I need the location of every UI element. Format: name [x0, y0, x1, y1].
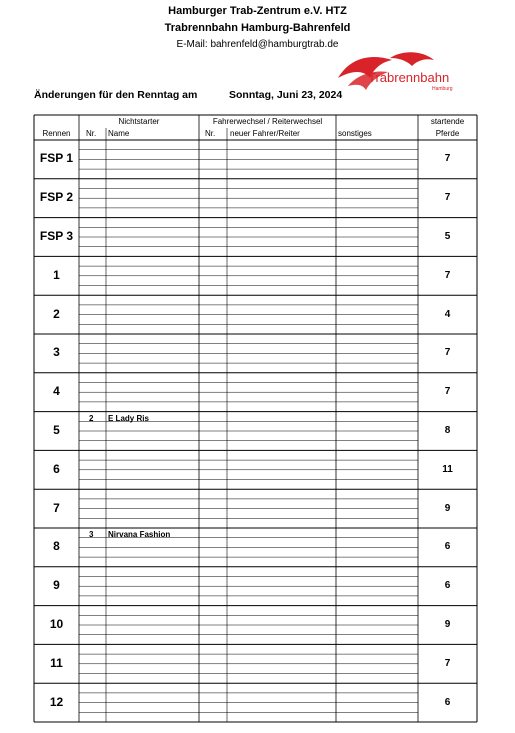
email-line: E-Mail: bahrenfeld@hamburgtrab.de: [176, 39, 339, 50]
starting-horses-count: 6: [444, 696, 451, 708]
org-title: Hamburger Trab-Zentrum e.V. HTZ: [168, 5, 347, 17]
col-head-pferde: Pferde: [435, 129, 460, 138]
starting-horses-count: 6: [444, 541, 451, 553]
race-number: 7: [53, 500, 60, 515]
race-number: 11: [50, 655, 63, 670]
nichtstarter-name: Nirvana Fashion: [108, 530, 171, 539]
race-number: FSP 1: [39, 151, 74, 166]
col-head-fahrerwechsel: Fahrerwechsel / Reiterwechsel: [212, 117, 323, 126]
race-number: 8: [53, 539, 60, 554]
starting-horses-count: 6: [444, 580, 451, 592]
race-number: 2: [53, 306, 60, 321]
venue-title: Trabrennbahn Hamburg-Bahrenfeld: [164, 22, 351, 34]
race-number: 4: [53, 384, 60, 399]
starting-horses-count: 11: [442, 463, 453, 475]
race-number: 3: [53, 345, 60, 360]
starting-horses-count: 7: [444, 192, 451, 204]
starting-horses-count: 7: [444, 386, 451, 398]
starting-horses-count: 8: [444, 425, 451, 436]
race-number: 9: [53, 578, 60, 593]
starting-horses-count: 4: [444, 308, 451, 320]
col-head-rennen: Rennen: [42, 129, 71, 138]
race-date: Sonntag, Juni 23, 2024: [229, 89, 343, 101]
col-head-nichtstarter: Nichtstarter: [118, 117, 160, 126]
starting-horses-count: 9: [444, 619, 451, 630]
col-head-nr2: Nr.: [205, 129, 216, 138]
col-head-nr: Nr.: [86, 129, 97, 138]
race-number: 6: [53, 461, 60, 476]
col-head-sonstiges: sonstiges: [338, 129, 372, 138]
race-number: 10: [49, 617, 64, 631]
starting-horses-count: 7: [444, 269, 451, 281]
starting-horses-count: 7: [444, 657, 451, 669]
race-number: FSP 3: [39, 229, 74, 243]
starting-horses-count: 7: [444, 153, 451, 165]
col-head-neuer-fahrer: neuer Fahrer/Reiter: [230, 129, 300, 138]
race-number: 1: [53, 267, 60, 282]
changes-label: Änderungen für den Renntag am: [34, 89, 198, 101]
col-head-startende: startende: [430, 117, 465, 126]
starting-horses-count: 5: [444, 231, 451, 242]
starting-horses-count: 7: [444, 347, 451, 359]
race-number: FSP 2: [39, 190, 74, 205]
nichtstarter-nr: 3: [89, 530, 94, 539]
logo-text: Trabrennbahn: [368, 70, 450, 85]
race-number: 5: [53, 423, 60, 437]
starting-horses-count: 9: [444, 502, 451, 514]
nichtstarter-name: E Lady Ris: [108, 413, 149, 423]
logo-subtext: Hamburg: [432, 86, 453, 92]
race-number: 12: [49, 694, 64, 709]
col-head-name: Name: [108, 129, 130, 138]
nichtstarter-nr: 2: [89, 413, 94, 423]
